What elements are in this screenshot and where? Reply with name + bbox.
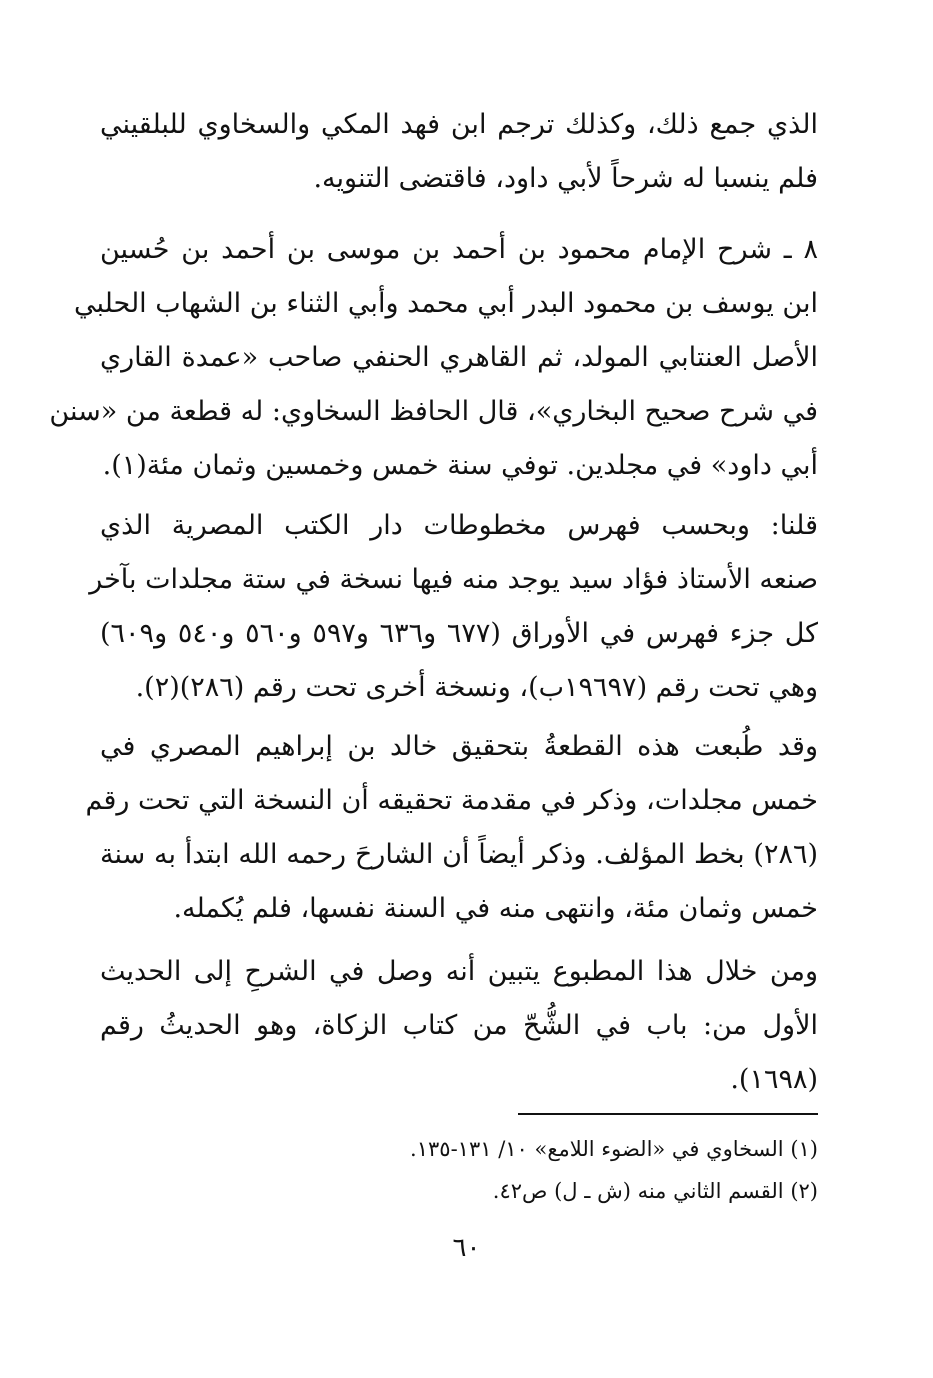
paragraph-4 xyxy=(85,720,818,936)
text-line: ومن خلال هذا المطبوع يتبين أنه وصل في الشرحِ إلى الحديث xyxy=(100,956,818,987)
footnote-divider xyxy=(518,1113,818,1115)
footnote-1: (١) السخاوي في «الضوء اللامع» ١٠/ ١٣١-١٣٥. xyxy=(410,1137,818,1161)
text-line: أبي داود» في مجلدين. توفي سنة خمس وخمسين وثمان مئة(١). xyxy=(102,450,818,481)
text-line: فلم ينسبا له شرحاً لأبي داود، فاقتضى التنويه. xyxy=(313,163,818,194)
page-number: ٦٠ xyxy=(452,1233,481,1263)
text-line: وهي تحت رقم (١٩٦٩٧ب)، ونسخة أخرى تحت رقم (٢٨٦)(٢). xyxy=(135,672,818,703)
text-line: (١٦٩٨). xyxy=(730,1064,818,1095)
text-line: وقد طُبعت هذه القطعةُ بتحقيق خالد بن إبراهيم المصري في xyxy=(100,731,818,762)
text-line: ابن يوسف بن محمود البدر أبي محمد وأبي الثناء بن الشهاب الحلبي xyxy=(73,288,818,319)
text-line: في شرح صحيح البخاري»، قال الحافظ السخاوي: له قطعة من «سنن xyxy=(49,396,818,427)
footnote-2: (٢) القسم الثاني منه (ش ـ ل) ص٤٢. xyxy=(492,1179,818,1203)
text-line: الأول من: باب في الشُّحّ من كتاب الزكاة، وهو الحديثُ رقم xyxy=(100,1010,818,1041)
text-line: قلنا: وبحسب فهرس مخطوطات دار الكتب المصرية الذي xyxy=(100,510,818,541)
paragraph-1 xyxy=(100,98,818,206)
paragraph-5 xyxy=(100,945,818,1107)
text-line: خمس وثمان مئة، وانتهى منه في السنة نفسها، فلم يُكمله. xyxy=(173,893,818,924)
paragraph-3 xyxy=(89,499,819,715)
text-line: كل جزء فهرس في الأوراق (٦٧٧ و٦٣٦ و٥٩٧ و٥٦٠ و٥٤٠ و٦٠٩) xyxy=(100,618,819,649)
text-line: الأصل العنتابي المولد، ثم القاهري الحنفي صاحب «عمدة القاري xyxy=(100,342,818,373)
paragraph-2 xyxy=(49,223,818,493)
text-line: الذي جمع ذلك، وكذلك ترجم ابن فهد المكي والسخاوي للبلقيني xyxy=(100,109,818,140)
text-line: ٨ ـ شرح الإمام محمود بن أحمد بن موسى بن أحمد بن حُسين xyxy=(100,234,818,265)
text-line: خمس مجلدات، وذكر في مقدمة تحقيقه أن النسخة التي تحت رقم xyxy=(85,785,818,816)
text-line: (٢٨٦) بخط المؤلف. وذكر أيضاً أن الشارحَ رحمه الله ابتدأ به سنة xyxy=(100,839,818,870)
text-line: صنعه الأستاذ فؤاد سيد يوجد منه فيها نسخة في ستة مجلدات بآخر xyxy=(89,564,818,595)
footnotes xyxy=(300,1128,818,1212)
